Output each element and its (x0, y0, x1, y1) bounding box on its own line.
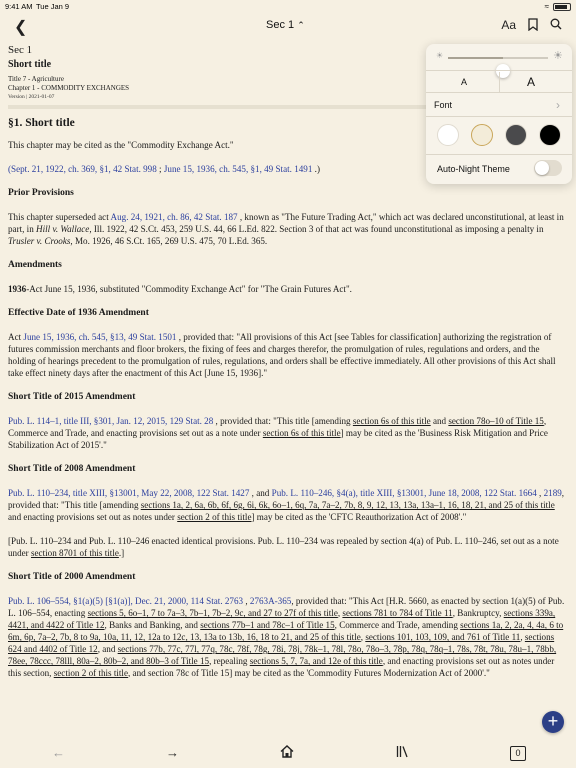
citation-link[interactable]: Pub. L. 110–246, §4(a), title XIII, §13001, June 18, 2008, 122 Stat. 1664 (271, 488, 537, 498)
cite-close: .) (312, 164, 320, 174)
amend-year: 1936 (8, 284, 27, 294)
citation-link[interactable]: Pub. L. 110–234, title XIII, §13001, May 22, 2008, 122 Stat. 1427 (8, 488, 250, 498)
status-time: 9:41 AM (5, 2, 33, 11)
st2008-paragraph (8, 487, 568, 523)
heading-prior-provisions: Prior Provisions (8, 188, 74, 198)
section-link[interactable]: sections 5, 6o–1, 7 to 7a–3, 7b–1, 7b–2, 9c, and 27 to 27f of this title (87, 608, 338, 618)
add-note-button[interactable] (542, 711, 564, 733)
text-run: [Pub. L. 110–234 and Pub. L. 110–246 enacted identical provisions. Pub. L. 110–234 was repealed by section 4(a) of Pub. L. 110–246, set out as a note under (8, 536, 559, 558)
effective-paragraph (8, 331, 568, 379)
top-actions (501, 18, 562, 34)
brightness-high-icon: ☀ (553, 50, 563, 62)
heading-short-title-2015: Short Title of 2015 Amendment (8, 392, 136, 402)
decrease-font-button[interactable]: A (461, 77, 468, 87)
amendments-paragraph (8, 283, 568, 295)
text-run: , and enacting provisions set out as notes under this section, (8, 656, 555, 678)
heading-short-title-2008: Short Title of 2008 Amendment (8, 464, 136, 474)
auto-night-toggle[interactable] (534, 160, 562, 176)
increase-font-button[interactable]: A (527, 75, 536, 89)
citation-link[interactable]: June 15, 1936, ch. 545, §13, 49 Stat. 1501 (23, 332, 177, 342)
section-link[interactable]: section 2 of this title (177, 512, 252, 522)
text-run: , provided that: "This title [amending (213, 416, 353, 426)
auto-night-label: Auto-Night Theme (437, 164, 510, 174)
tabs-count: 0 (510, 746, 526, 761)
st2000-paragraph (8, 595, 568, 679)
heading-effective-1936: Effective Date of 1936 Amendment (8, 308, 149, 318)
heading-short-title-2000: Short Title of 2000 Amendment (8, 572, 136, 582)
section-link[interactable]: section 6s of this title (352, 416, 431, 426)
section-link[interactable]: section 78o–10 of Title 15 (448, 416, 544, 426)
st2008-bracket-paragraph (8, 535, 568, 559)
battery-icon (553, 3, 571, 11)
top-nav-bar (0, 14, 576, 40)
text-run: section 78c of Title 15] may be cited as the 'Commodity Futures Modernization Act of 2000'." (147, 668, 490, 678)
theme-white-swatch[interactable] (437, 124, 459, 146)
chevron-right-icon: › (556, 98, 560, 112)
toggle-knob (535, 161, 549, 175)
text-run: , Mo. 1926, 46 S.Ct. 165, 269 U.S. 475, 70 L.Ed. 365. (70, 236, 268, 246)
citation-link[interactable]: Pub. L. 114–1, title III, §301, Jan. 12, 2015, 129 Stat. 28 (8, 416, 214, 426)
brightness-slider-fill (448, 57, 503, 59)
st2015-paragraph (8, 415, 568, 451)
section-link[interactable]: sections 1a, 2, 2a, 4, 4a, 6 to 6m, 6p, 7a–2, 7b, 8 to 9a, 10a, 11, 12, 12a to 12c, 13, 13a to 13b, 16, 18 to 21, and 25 of this title (8, 620, 564, 642)
status-date: Tue Jan 9 (36, 2, 70, 11)
section-link[interactable]: section 2 of this title (53, 668, 128, 678)
citation-link[interactable]: Aug. 24, 1921, ch. 86, 42 Stat. 187 (110, 212, 238, 222)
intro-text: This chapter may be cited as the "Commodity Exchange Act." (8, 140, 234, 150)
version-line: Version | 2021-01-07 (8, 94, 55, 100)
section-link[interactable]: section 6s of this title (262, 428, 341, 438)
section-link[interactable]: sections 781 to 784 of Title 11 (342, 608, 453, 618)
citation-link[interactable]: Sept. 21, 1922, ch. 369, §1, 42 Stat. 998 (11, 164, 157, 174)
text-run: , provided that: "All provisions of this Act [see Tables for classification] authorizing the registration of futures commission merchants and floor brokers, the fixing of fees and charges therefor, the promulgation of rules, regulations and orders, and the holding of hearings precedent to the promulgation of rules, regulations, and orders shall be effective immediately. All other provisions of this Act shall take effect ninety days after the enactment of this Act [June 15, 1936]." (8, 332, 556, 378)
text-run: , Ill. 1922, 42 S.Ct. 453, 259 U.S. 44, 66 L.Ed. 822. Section 3 of that act was found unconstitutional as imposing a penalty in (89, 224, 544, 234)
text-run: .] (118, 548, 125, 558)
status-right (545, 2, 571, 11)
plus-icon: + (547, 711, 559, 731)
text-run: , (520, 632, 525, 642)
text-run: and enacting provisions set out as notes under (8, 512, 178, 522)
citation-link[interactable]: June 15, 1936, ch. 545, §1, 49 Stat. 1491 (163, 164, 313, 174)
section-title: §1. Short title (8, 117, 75, 129)
chapter-line: Chapter 1 - COMMODITY EXCHANGES (8, 84, 130, 92)
case-name: Trusler v. Crooks (8, 236, 71, 246)
text-run: and (430, 416, 449, 426)
text-run: , (243, 596, 250, 606)
section-link[interactable]: sections 77b–1 and 78c–1 of Title 15 (200, 620, 335, 630)
font-size-divider (499, 72, 500, 92)
text-run: , and (249, 488, 272, 498)
forward-arrow-icon[interactable]: → (166, 745, 179, 760)
title-line: Title 7 - Agriculture (8, 75, 64, 83)
popover-divider (426, 116, 572, 117)
display-settings-popover (426, 44, 572, 184)
text-run: , Commerce and Trade, and enacting provisions set out as a note under (8, 416, 547, 438)
bookmark-icon[interactable] (528, 18, 538, 34)
section-link[interactable]: sections 1a, 2, 6a, 6b, 6f, 6g, 6i, 6k, 6o–1, 6q, 7a, 7a–2, 7b, 8, 9, 12, 13, 13a, 13a–1, 16, 18, 21, and 25 of this title (140, 500, 555, 510)
text-run: , (337, 608, 343, 618)
home-icon[interactable] (280, 745, 294, 761)
library-icon[interactable] (396, 745, 409, 761)
text-run: , provided that: "This title [amending (8, 488, 565, 510)
theme-black-swatch[interactable] (539, 124, 561, 146)
text-run: , known as "The Future Trading Act," which act was declared unconstitutional, at least in part, in (8, 212, 564, 234)
section-link[interactable]: sections 5, 7, 7a, and 12e of this title (249, 656, 383, 666)
text-run: , Bankruptcy, (452, 608, 504, 618)
popover-divider (426, 70, 572, 71)
text-run: ] may be cited as the 'CFTC Reauthorization Act of 2008'." (251, 512, 467, 522)
citation-link[interactable]: 2189 (543, 488, 562, 498)
heading-amendments: Amendments (8, 260, 62, 270)
section-number: Sec 1 (8, 44, 33, 56)
section-link[interactable]: sections 339a, 4421, and 4422 of Title 12 (8, 608, 556, 630)
text-run: This chapter superseded act (8, 212, 111, 222)
text-run: , repealing (209, 656, 250, 666)
text-run: -Act June 15, 1936, substituted "Commodity Exchange Act" for "The Grain Futures Act". (26, 284, 352, 294)
short-title-heading: Short title (8, 59, 52, 70)
prior-paragraph (8, 211, 568, 247)
popover-divider (426, 154, 572, 155)
text-run: , (360, 632, 366, 642)
popover-divider (426, 92, 572, 93)
text-run: ] may be cited as the 'Business Risk Mitigation and Price Stabilization Act of 2015'." (8, 428, 548, 450)
text-run: , and (97, 644, 118, 654)
citation-link[interactable]: 2763A-365 (249, 596, 292, 606)
wifi-icon: ≈ (544, 2, 549, 11)
text-run: , Banks and Banking, and (104, 620, 201, 630)
text-appearance-icon[interactable]: Aa (501, 18, 516, 32)
bottom-toolbar (0, 740, 576, 768)
text-run: , Commerce and Trade, amending (334, 620, 461, 630)
back-chevron-icon[interactable]: ❮ (14, 19, 28, 36)
text-run: , and (127, 668, 148, 678)
status-bar (0, 0, 576, 14)
cite-sep: ; (156, 164, 164, 174)
section-link[interactable]: sections 77b, 77c, 77l, 77q, 78c, 78f, 78g, 78i, 78j, 78k–1, 78l, 78o, 78o–3, 78p, 78q, 78q–1, 78s, 78t, 78u, 78u–1, 78bb, 78ee, 78ccc, 78lll, 80a–2, 80b–2, and 80b–3 of Title 15 (8, 644, 557, 666)
section-link[interactable]: sections 101, 103, 109, and 761 of Title 11 (365, 632, 521, 642)
cite-open: ( (8, 164, 12, 174)
font-row-label[interactable]: Font (434, 100, 453, 110)
text-run: , (536, 488, 544, 498)
citation-link[interactable]: Pub. L. 106–554, §1(a)(5) [§1(a)], Dec. 21, 2000, 114 Stat. 2763 (8, 596, 244, 606)
section-link[interactable]: section 8701 of this title (30, 548, 119, 558)
text-run: Act (8, 332, 24, 342)
search-icon[interactable] (550, 18, 562, 34)
section-toc-label: Sec 1 (266, 19, 295, 31)
section-toc-button[interactable] (266, 19, 305, 31)
case-name: Hill v. Wallace (36, 224, 90, 234)
brightness-slider[interactable] (448, 57, 548, 59)
tabs-button[interactable] (510, 744, 526, 761)
theme-gray-swatch[interactable] (505, 124, 527, 146)
back-arrow-icon[interactable]: ← (52, 745, 65, 760)
section-link[interactable]: sections 624 and 4402 of Title 12 (8, 632, 555, 654)
brightness-low-icon: ☀ (436, 51, 444, 60)
chevron-up-icon: ⌃ (297, 20, 305, 30)
theme-sepia-swatch[interactable] (471, 124, 493, 146)
text-run: , provided that: "This Act [H.R. 5660, as enacted by section 1(a)(5) of Pub. L. 106–554, enacting (8, 596, 565, 618)
